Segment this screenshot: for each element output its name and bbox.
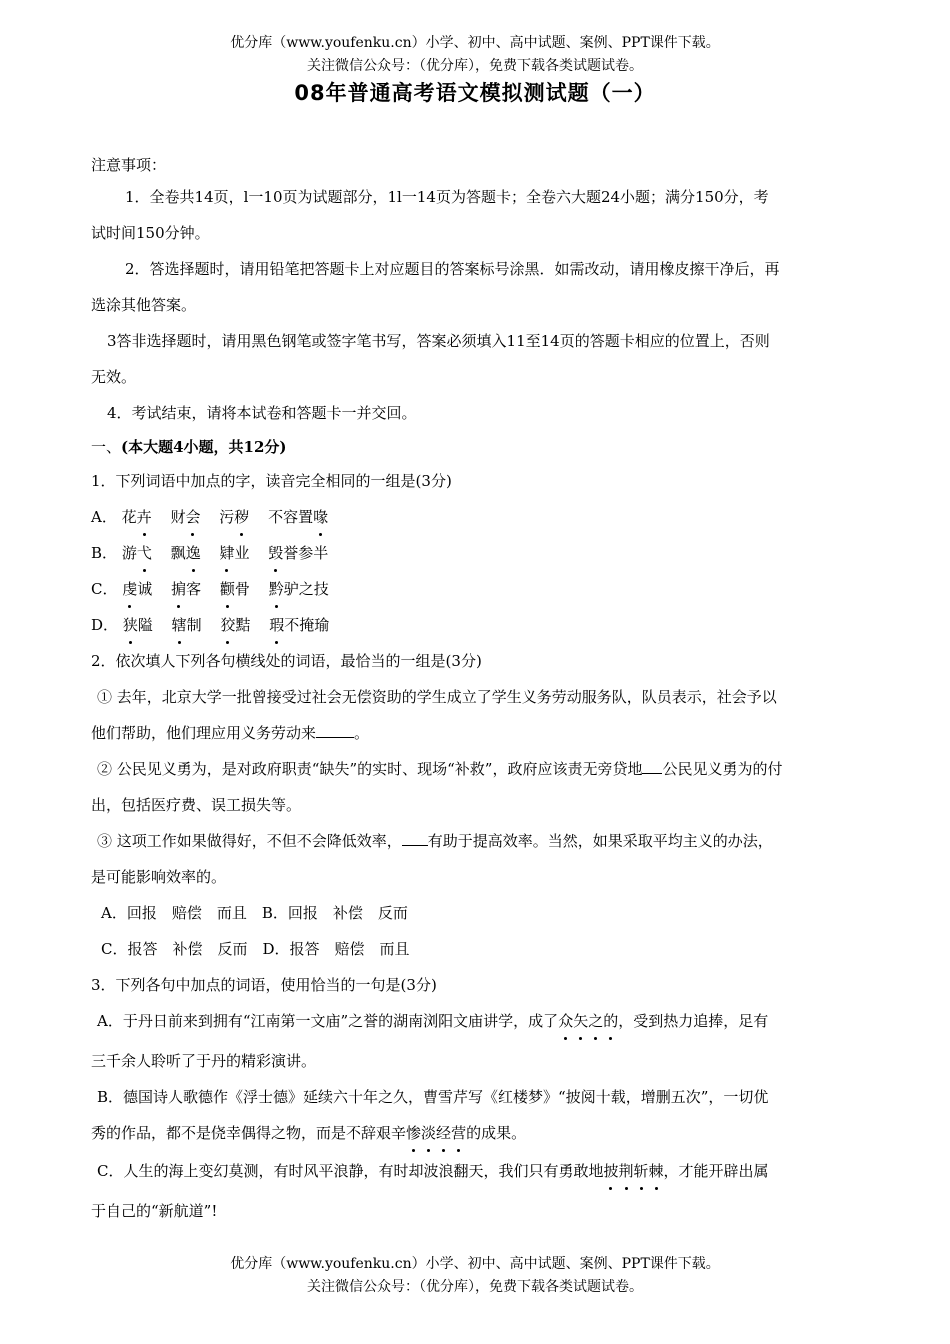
q3-stem: 3．下列各句中加点的词语，使用恰当的一句是(3分) bbox=[91, 976, 437, 994]
q1-c-word-3: 颧骨 bbox=[220, 574, 250, 604]
q2-option-a: A．回报 赔偿 而且 bbox=[101, 904, 247, 922]
q2-sentence-3: ③ 这项工作如果做得好，不但不会降低效率， 有助于提高效率。当然，如果采取平均主义的办法， bbox=[91, 826, 861, 862]
q3-option-c: C．人生的海上变幻莫测，有时风平浪静，有时却波浪翻天，我们只有勇敢地披荆斩棘，才能开辟出属 bbox=[91, 1156, 861, 1196]
q2-option-c: C．报答 补偿 反而 bbox=[101, 940, 248, 958]
answer-blank bbox=[642, 757, 662, 774]
q2-sentence-1-cont: 他们帮助，他们理应用义务劳动来 。 bbox=[91, 718, 861, 754]
q1-a-word-1: 花卉 bbox=[122, 502, 152, 532]
q1-b-word-3: 肄业 bbox=[219, 538, 249, 568]
answer-blank bbox=[402, 829, 428, 846]
q1-option-c bbox=[91, 574, 861, 610]
footer-line-2: 关注微信公众号：（优分库），免费下载各类试题试卷。 bbox=[307, 1279, 643, 1295]
q1-b-word-2: 飘逸 bbox=[171, 538, 201, 568]
q1-c-word-4: 黔驴之技 bbox=[269, 574, 329, 604]
option-label: B． bbox=[91, 544, 118, 562]
q2-sentence-2: ② 公民见义勇为，是对政府职责“缺失”的实时、现场“补救”，政府应该责无旁贷地 公民见义勇为的付 bbox=[91, 754, 861, 790]
q3-option-b-cont: 秀的作品，都不是侥幸偶得之物，而是不辞艰辛惨淡经营的成果。 bbox=[91, 1118, 861, 1156]
q3-option-b: B．德国诗人歌德作《浮士德》延续六十年之久，曹雪芹写《红楼梦》“披阅十载，增删五次”，一切优 bbox=[97, 1088, 769, 1106]
notice-item-3-cont: 无效。 bbox=[91, 368, 137, 386]
q3-option-a: A．于丹日前来到拥有“江南第一文庙”之誉的湖南浏阳文庙讲学，成了众矢之的，受到热力追捧，足有 bbox=[91, 1006, 861, 1046]
notice-item-3: 3答非选择题时，请用黑色钢笔或签字笔书写，答案必须填入11至14页的答题卡相应的位置上，否则 bbox=[107, 332, 770, 350]
header-line-1: 优分库（www.youfenku.cn）小学、初中、高中试题、案例、PPT课件下载。 bbox=[230, 35, 720, 51]
page-title: 08年普通高考语文模拟测试题（一） bbox=[294, 81, 656, 105]
q3-option-a-cont: 三千余人聆听了于丹的精彩演讲。 bbox=[91, 1052, 317, 1070]
q1-c-word-2: 掮客 bbox=[171, 574, 201, 604]
notice-item-2: 2．答选择题时，请用铅笔把答题卡上对应题目的答案标号涂黑．如需改动，请用橡皮擦干净后，再 bbox=[125, 260, 780, 278]
q1-a-word-2: 财会 bbox=[170, 502, 200, 532]
q1-b-word-1: 游弋 bbox=[122, 538, 152, 568]
q1-d-word-4: 瑕不掩瑜 bbox=[269, 610, 329, 640]
q2-sentence-3-cont: 是可能影响效率的。 bbox=[91, 868, 227, 886]
option-label: D． bbox=[91, 616, 119, 634]
q1-d-word-2: 辖制 bbox=[172, 610, 202, 640]
q1-c-word-1: 虔诚 bbox=[122, 574, 152, 604]
notice-item-1-cont: 试时间150分钟。 bbox=[91, 224, 210, 242]
q1-a-word-4: 不容置喙 bbox=[268, 502, 328, 532]
notice-item-2-cont: 选涂其他答案。 bbox=[91, 296, 197, 314]
q3-option-c-cont: 于自己的“新航道”! bbox=[91, 1202, 218, 1220]
q2-stem: 2．依次填人下列各句横线处的词语，最恰当的一组是(3分) bbox=[91, 652, 482, 670]
q1-d-word-3: 狡黠 bbox=[220, 610, 250, 640]
q1-stem: 1．下列词语中加点的字，读音完全相同的一组是(3分) bbox=[91, 472, 452, 490]
q1-d-word-1: 狭隘 bbox=[123, 610, 153, 640]
q1-b-word-4: 毁誉参半 bbox=[268, 538, 328, 568]
header-line-2: 关注微信公众号：（优分库），免费下载各类试题试卷。 bbox=[307, 58, 643, 74]
exam-content bbox=[91, 150, 861, 1232]
option-label: C． bbox=[91, 580, 118, 598]
notice-item-1: 1．全卷共14页，l一10页为试题部分，1l一14页为答题卡；全卷六大题24小题；满分150分，考 bbox=[125, 188, 769, 206]
q2-options-row-2 bbox=[91, 934, 861, 970]
q1-option-b bbox=[91, 538, 861, 574]
section-heading bbox=[91, 432, 861, 466]
notice-item-4: 4．考试结束，请将本试卷和答题卡一并交回。 bbox=[107, 404, 417, 422]
q2-sentence-2-cont: 出，包括医疗费、误工损失等。 bbox=[91, 796, 302, 814]
option-label: A． bbox=[91, 508, 117, 526]
section-info: (本大题4小题，共12分) bbox=[121, 438, 287, 456]
section-prefix: 一、 bbox=[91, 438, 122, 456]
q2-option-b: B．回报 补偿 反而 bbox=[261, 904, 408, 922]
footer-line-1: 优分库（www.youfenku.cn）小学、初中、高中试题、案例、PPT课件下载。 bbox=[230, 1256, 720, 1272]
q1-option-d bbox=[91, 610, 861, 646]
q1-option-a bbox=[91, 502, 861, 538]
q2-sentence-1: ① 去年，北京大学一批曾接受过社会无偿资助的学生成立了学生义务劳动服务队，队员表示，社会予以 bbox=[97, 688, 777, 706]
notice-heading: 注意事项： bbox=[91, 156, 167, 174]
q1-a-word-3: 污秽 bbox=[219, 502, 249, 532]
q2-options-row-1 bbox=[91, 898, 861, 934]
answer-blank bbox=[316, 721, 354, 738]
q2-option-d: D．报答 赔偿 而且 bbox=[262, 940, 410, 958]
